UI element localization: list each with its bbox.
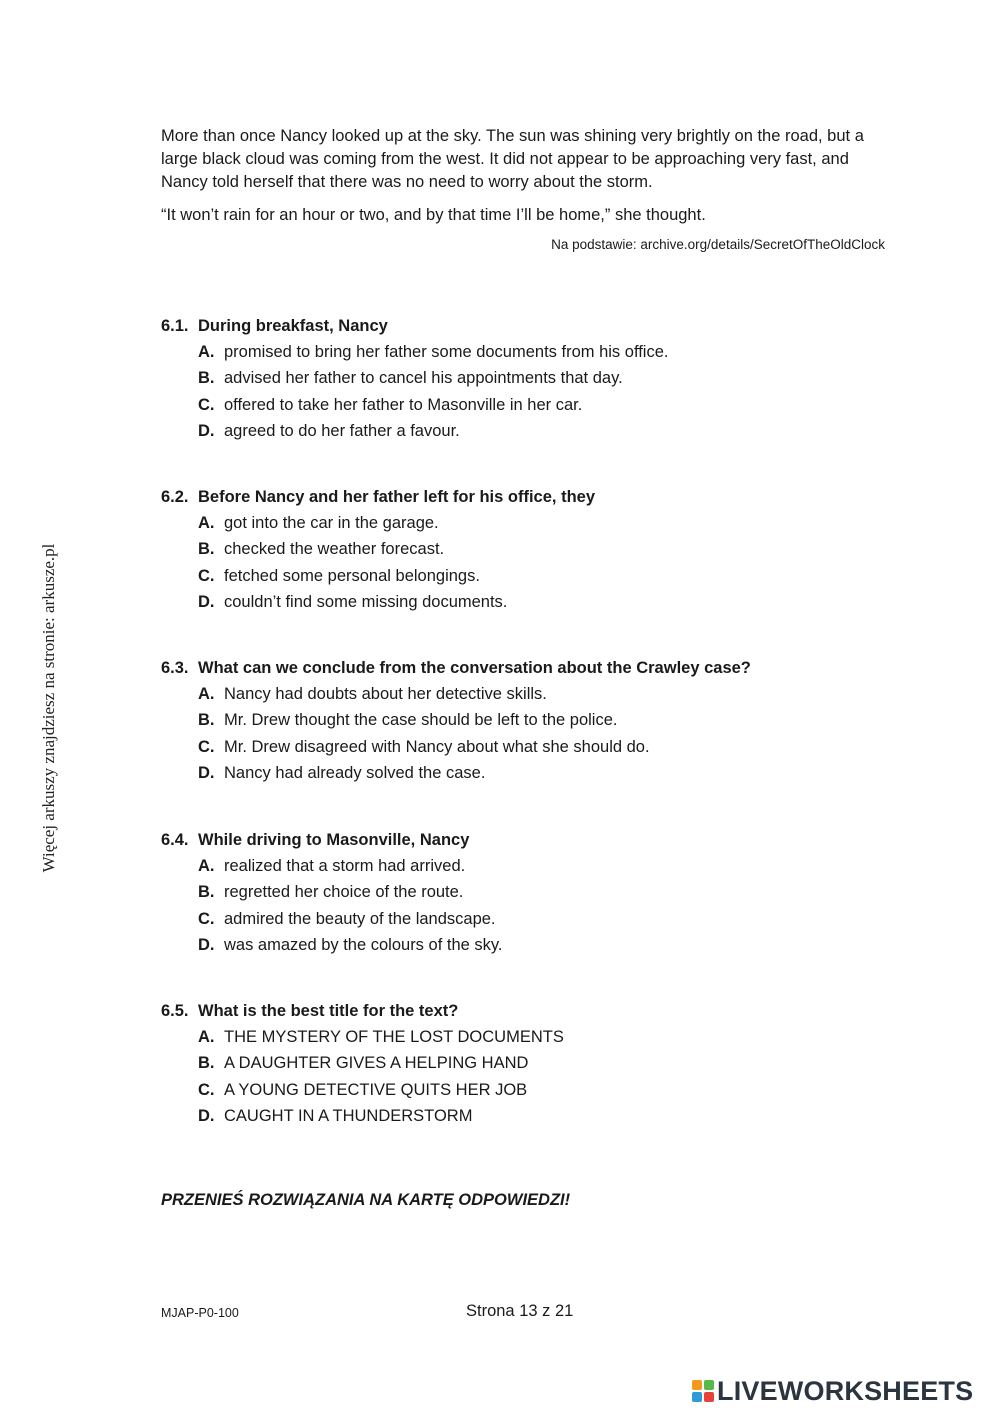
option-text: A YOUNG DETECTIVE QUITS HER JOB [224,1080,528,1099]
question-number: 6.3. [161,659,189,677]
option-letter: D. [198,763,215,782]
option-text: realized that a storm had arrived. [224,857,466,875]
answer-option-d[interactable] [198,760,881,786]
answer-option-c[interactable] [198,906,881,932]
option-letter: A. [198,343,215,361]
answer-option-a[interactable] [198,510,881,536]
question-number: 6.1. [161,317,189,335]
answer-option-b[interactable] [198,879,881,905]
option-letter: D. [198,592,215,611]
question-prompt: During breakfast, Nancy [198,317,388,335]
option-letter: C. [198,1080,215,1099]
answer-option-b[interactable] [198,536,881,562]
question-number: 6.4. [161,831,189,849]
option-text: was amazed by the colours of the sky. [224,935,503,954]
logo-square-1 [692,1380,702,1390]
option-letter: C. [198,737,215,756]
question-heading [161,655,881,681]
option-letter: D. [198,1106,215,1125]
option-letter: B. [198,711,215,730]
option-text: Nancy had doubts about her detective skills. [224,685,547,703]
question-6-5 [161,998,881,1129]
option-text: fetched some personal belongings. [224,566,480,585]
option-text: got into the car in the garage. [224,514,439,532]
answer-option-c[interactable] [198,1077,881,1103]
question-heading [161,827,881,853]
question-prompt: What is the best title for the text? [198,1002,459,1020]
side-watermark-text: Więcej arkuszy znajdziesz na stronie: arkusze.pl [39,543,58,873]
answer-option-a[interactable] [198,681,881,707]
question-number: 6.2. [161,488,189,506]
option-letter: D. [198,935,215,954]
option-text: CAUGHT IN A THUNDERSTORM [224,1106,473,1125]
answer-option-b[interactable] [198,707,881,733]
question-heading [161,484,881,510]
option-text: Nancy had already solved the case. [224,763,486,782]
option-letter: A. [198,1028,215,1046]
option-letter: B. [198,369,215,388]
exam-code: MJAP-P0-100 [161,1306,239,1320]
option-letter: B. [198,1054,215,1073]
question-number: 6.5. [161,1002,189,1020]
liveworksheets-logo-icon [692,1380,714,1402]
liveworksheets-brand[interactable] [692,1376,973,1406]
option-text: offered to take her father to Masonville in her car. [224,395,583,414]
option-letter: B. [198,540,215,559]
option-letter: A. [198,685,215,703]
answer-option-c[interactable] [198,392,881,418]
answer-option-c[interactable] [198,734,881,760]
logo-square-2 [704,1380,714,1390]
transfer-answers-instruction: PRZENIEŚ ROZWIĄZANIA NA KARTĘ ODPOWIEDZI! [161,1191,571,1209]
question-6-1 [161,313,881,444]
answer-option-a[interactable] [198,339,881,365]
question-6-2 [161,484,881,615]
question-prompt: While driving to Masonville, Nancy [198,831,470,849]
answer-option-b[interactable] [198,1050,881,1076]
question-heading [161,998,881,1024]
source-citation: Na podstawie: archive.org/details/SecretOfTheOldClock [551,237,885,252]
question-heading [161,313,881,339]
question-6-3 [161,655,881,786]
answer-option-d[interactable] [198,1103,881,1129]
logo-square-3 [692,1392,702,1402]
option-letter: C. [198,909,215,928]
answer-option-a[interactable] [198,853,881,879]
option-letter: A. [198,514,215,532]
option-text: promised to bring her father some documents from his office. [224,343,669,361]
liveworksheets-wordmark: LIVEWORKSHEETS [717,1376,974,1406]
option-text: agreed to do her father a favour. [224,421,460,440]
answer-option-a[interactable] [198,1024,881,1050]
question-6-4 [161,827,881,958]
option-text: admired the beauty of the landscape. [224,909,496,928]
page-number: Strona 13 z 21 [466,1302,574,1320]
option-letter: A. [198,857,215,875]
passage-paragraph-2: “It won’t rain for an hour or two, and by that time I’ll be home,” she thought. [161,206,706,224]
option-text: advised her father to cancel his appointments that day. [224,369,623,388]
answer-option-b[interactable] [198,365,881,391]
option-text: A DAUGHTER GIVES A HELPING HAND [224,1054,529,1073]
question-prompt: What can we conclude from the conversation about the Crawley case? [198,659,751,677]
answer-option-d[interactable] [198,589,881,615]
option-letter: C. [198,566,215,585]
option-letter: C. [198,395,215,414]
option-text: checked the weather forecast. [224,540,445,559]
option-text: Mr. Drew disagreed with Nancy about what she should do. [224,737,650,756]
option-letter: D. [198,421,215,440]
answer-option-d[interactable] [198,418,881,444]
question-prompt: Before Nancy and her father left for his office, they [198,488,595,506]
option-letter: B. [198,883,215,902]
option-text: regretted her choice of the route. [224,883,464,902]
logo-square-4 [704,1392,714,1402]
option-text: THE MYSTERY OF THE LOST DOCUMENTS [224,1028,564,1046]
answer-option-d[interactable] [198,932,881,958]
option-text: couldn’t find some missing documents. [224,592,508,611]
option-text: Mr. Drew thought the case should be left to the police. [224,711,618,730]
passage-paragraph-1: More than once Nancy looked up at the sky. The sun was shining very brightly on the road, but a large black cloud was coming from the west. It did not appear to be approaching very fast, and Nancy told herself that there was no need to worry about the storm. [161,127,864,191]
answer-option-c[interactable] [198,563,881,589]
